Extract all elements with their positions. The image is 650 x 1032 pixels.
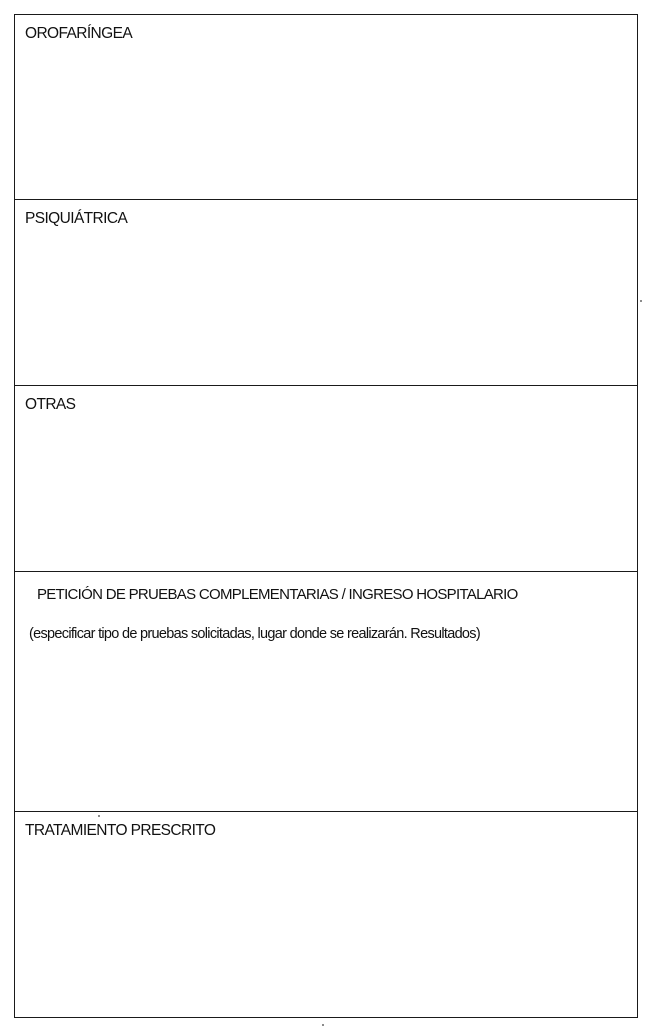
scan-speck xyxy=(322,1024,324,1026)
section-peticion-pruebas[interactable] xyxy=(15,571,637,811)
section-peticion-pruebas-instructions: (especificar tipo de pruebas solicitadas, lugar donde se realizarán. Resultados) xyxy=(29,626,480,642)
scan-speck xyxy=(640,300,642,302)
section-psiquiatrica[interactable] xyxy=(15,199,637,385)
section-peticion-pruebas-label: PETICIÓN DE PRUEBAS COMPLEMENTARIAS / INGRESO HOSPITALARIO xyxy=(37,586,518,603)
section-otras-label: OTRAS xyxy=(25,396,76,413)
section-otras[interactable] xyxy=(15,385,637,571)
section-orofaringea[interactable] xyxy=(15,15,637,199)
section-orofaringea-label: OROFARÍNGEA xyxy=(25,25,133,42)
section-tratamiento-prescrito[interactable] xyxy=(15,811,637,1019)
clinical-form xyxy=(14,14,638,1018)
section-tratamiento-prescrito-label: TRATAMIENTO PRESCRITO xyxy=(25,822,216,839)
section-psiquiatrica-label: PSIQUIÁTRICA xyxy=(25,210,128,227)
scan-speck xyxy=(98,815,100,817)
